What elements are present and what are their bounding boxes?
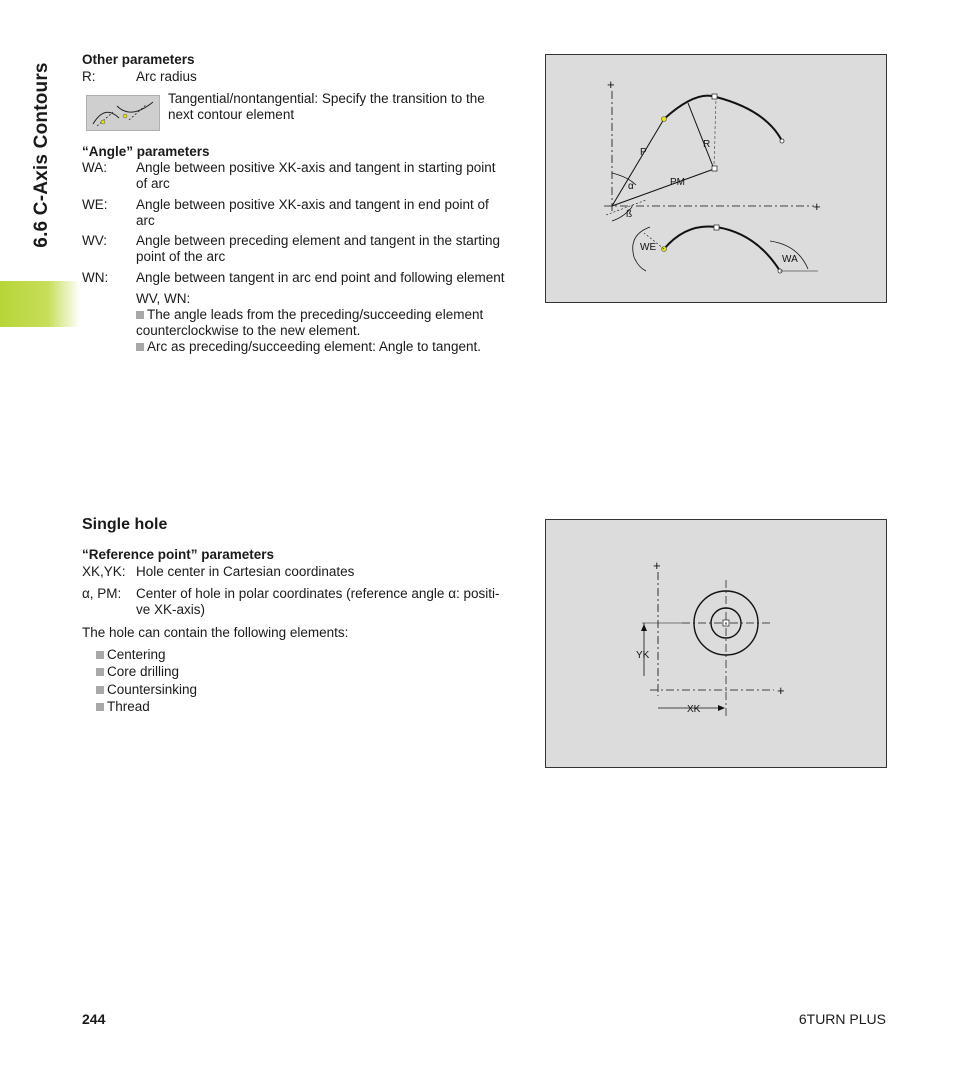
alpha-term: α, PM: — [82, 586, 122, 601]
wa-term: WA: — [82, 160, 107, 175]
list-item: Thread — [96, 699, 150, 715]
note2-text: Arc as preceding/succeeding element: Angle to tangent. — [147, 339, 481, 354]
note-title: WV, WN: — [136, 291, 191, 306]
we-term: WE: — [82, 197, 108, 212]
fig1-label-wa: WA — [782, 254, 798, 265]
alpha-desc-line2: ve XK-axis) — [136, 602, 206, 617]
note1-line1 — [136, 307, 483, 323]
wv-desc-line1: Angle between preceding element and tangent in the starting — [136, 233, 501, 248]
angle-params-heading: “Angle” parameters — [82, 144, 210, 159]
bullet-square-icon — [96, 703, 104, 711]
bullet-square-icon — [136, 311, 144, 319]
fig2-label-xk: XK — [687, 704, 701, 715]
list-item: Centering — [96, 647, 166, 663]
side-title — [22, 40, 62, 270]
fig1-label-pm: PM — [670, 177, 685, 188]
arc-parameters-figure — [545, 54, 887, 303]
fig1-label-we: WE — [640, 242, 657, 253]
single-hole-figure — [545, 519, 887, 768]
product-name: 6TURN PLUS — [798, 1011, 886, 1027]
fig2-plus-right: + — [777, 683, 785, 698]
xk-desc: Hole center in Cartesian coordinates — [136, 564, 355, 579]
side-title-text: 6.6 C-Axis Contours — [31, 62, 52, 248]
page-number: 244 — [82, 1011, 106, 1027]
note1-line2: counterclockwise to the new element. — [136, 323, 361, 338]
bullet-square-icon — [96, 668, 104, 676]
tangential-desc-line2: next contour element — [168, 107, 295, 122]
note2 — [136, 339, 481, 355]
we-desc-line1: Angle between positive XK-axis and tangent in end point of — [136, 197, 489, 212]
we-desc-line2: arc — [136, 213, 155, 228]
tangential-desc-line1: Tangential/nontangential: Specify the transition to the — [168, 91, 485, 106]
fig1-label-alpha: α — [628, 181, 634, 192]
wn-term: WN: — [82, 270, 109, 285]
note1-line1-text: The angle leads from the preceding/succeeding element — [147, 307, 484, 322]
fig1-label-r: R — [703, 139, 711, 150]
fig1-label-p: P — [640, 147, 647, 158]
wa-desc-line2: of arc — [136, 176, 170, 191]
ref-point-heading: “Reference point” parameters — [82, 547, 275, 562]
single-hole-heading: Single hole — [82, 516, 168, 533]
chapter-tab — [0, 281, 80, 327]
r-term: R: — [82, 69, 96, 84]
wv-term: WV: — [82, 233, 107, 248]
wv-desc-line2: point of the arc — [136, 249, 226, 264]
alpha-desc-line1: Center of hole in polar coordinates (reference angle α: positi- — [136, 586, 500, 601]
list-item: Countersinking — [96, 682, 197, 698]
r-desc: Arc radius — [136, 69, 197, 84]
other-params-heading: Other parameters — [82, 52, 195, 67]
fig1-label-beta: ß — [626, 209, 633, 220]
bullet-square-icon — [136, 343, 144, 351]
list-item: Core drilling — [96, 664, 179, 680]
wn-desc-line1: Angle between tangent in arc end point and following element — [136, 270, 505, 285]
bullet-square-icon — [96, 686, 104, 694]
elements-intro: The hole can contain the following elements: — [82, 625, 349, 640]
wa-desc-line1: Angle between positive XK-axis and tangent in starting point — [136, 160, 496, 175]
fig1-plus-top: + — [607, 77, 615, 92]
fig1-plus-right: + — [813, 199, 821, 214]
fig2-label-yk: YK — [636, 650, 650, 661]
xk-term: XK,YK: — [82, 564, 126, 579]
fig2-plus-top: + — [653, 558, 661, 573]
bullet-square-icon — [96, 651, 104, 659]
tangential-icon — [86, 95, 160, 131]
